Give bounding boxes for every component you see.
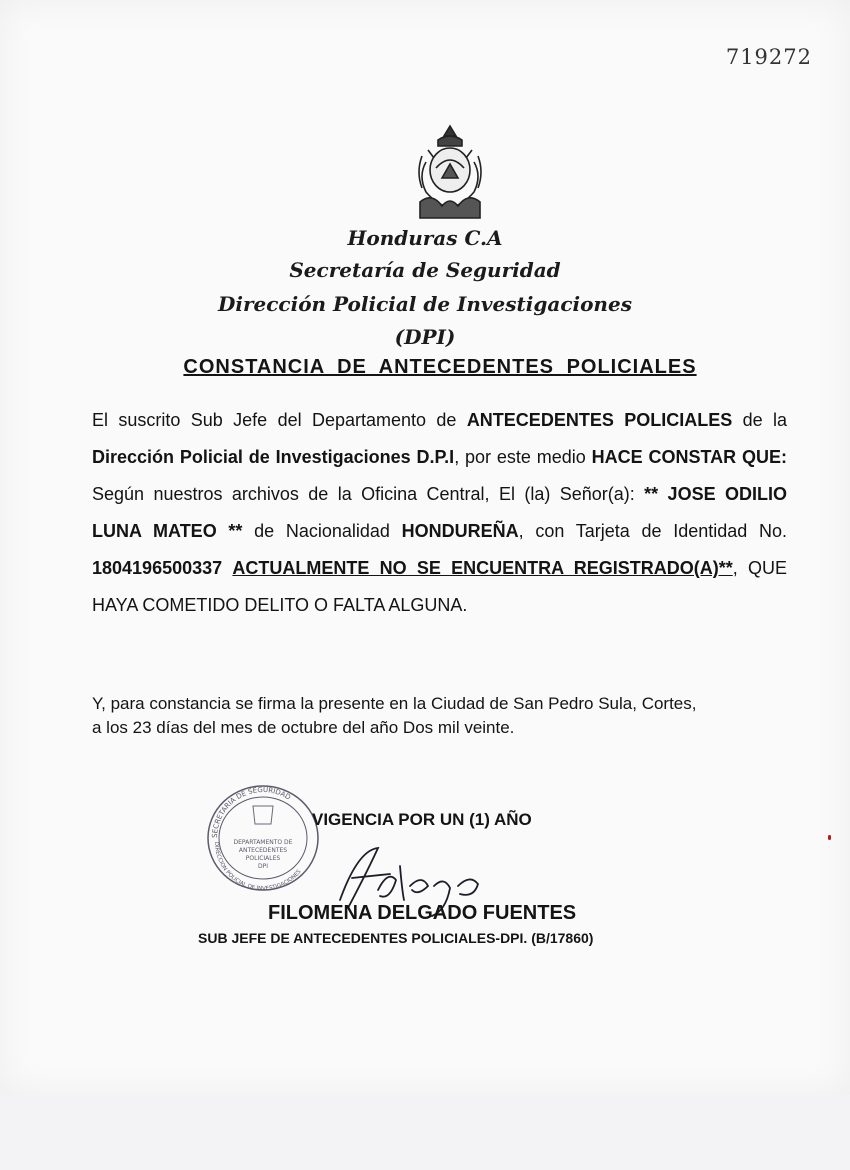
svg-text:DIRECCION POLICIAL DE INVESTIG: DIRECCION POLICIAL DE INVESTIGACIONES (212, 841, 303, 893)
svg-text:DEPARTAMENTO DE: DEPARTAMENTO DE (233, 839, 293, 846)
closing-paragraph: Y, para constancia se firma la presente en la Ciudad de San Pedro Sula, Cortes, a los 23 días del mes de octubre del año Dos mil veinte. (92, 694, 697, 737)
svg-text:POLICIALES: POLICIALES (245, 855, 281, 862)
header-acronym: (DPI) (394, 325, 456, 349)
scan-margin (0, 1095, 850, 1170)
header-country: Honduras C.A (347, 226, 503, 250)
signer-name: FILOMENA DELGADO FUENTES (268, 902, 577, 924)
body-paragraph: El suscrito Sub Jefe del Departamento de ANTECEDENTES POLICIALES de la Dirección Policial de Investigaciones D.P.I, por este medio HACE CONSTAR QUE: Según nuestros archivos de la Oficina Central, El (la) Señor(a): ** JOSE ODILIO LUNA MATEO ** de Nacionalidad HONDUREÑA, con Tarjeta de Identidad No. 1804196500337 ACTUALMENTE NO SE ENCUENTRA REGISTRADO(A)**, QUE HAYA COMETIDO DELITO O FALTA ALGUNA. (92, 410, 787, 615)
person-name: ** JOSE ODILIO LUNA MATEO ** (92, 484, 787, 541)
svg-text:DPI: DPI (257, 863, 269, 870)
coat-of-arms-icon (412, 122, 488, 226)
status-statement: ACTUALMENTE NO SE ENCUENTRA REGISTRADO(A)** (232, 558, 733, 578)
nationality: HONDUREÑA (401, 521, 519, 541)
header-secretariat: Secretaría de Seguridad (289, 258, 561, 282)
id-number: 1804196500337 (92, 558, 223, 578)
validity-notice: VIGENCIA POR UN (1) AÑO (312, 810, 532, 829)
serial-number: 719272 (725, 45, 812, 69)
svg-text:ANTECEDENTES: ANTECEDENTES (238, 847, 288, 854)
document-title: CONSTANCIA DE ANTECEDENTES POLICIALES (183, 356, 697, 378)
red-mark (828, 835, 831, 840)
header-directorate: Dirección Policial de Investigaciones (218, 292, 632, 316)
signer-title: SUB JEFE DE ANTECEDENTES POLICIALES-DPI. (B/17860) (198, 930, 594, 946)
svg-text:SECRETARIA DE SEGURIDAD: SECRETARIA DE SEGURIDAD (210, 785, 292, 839)
official-seal-stamp (203, 782, 323, 894)
